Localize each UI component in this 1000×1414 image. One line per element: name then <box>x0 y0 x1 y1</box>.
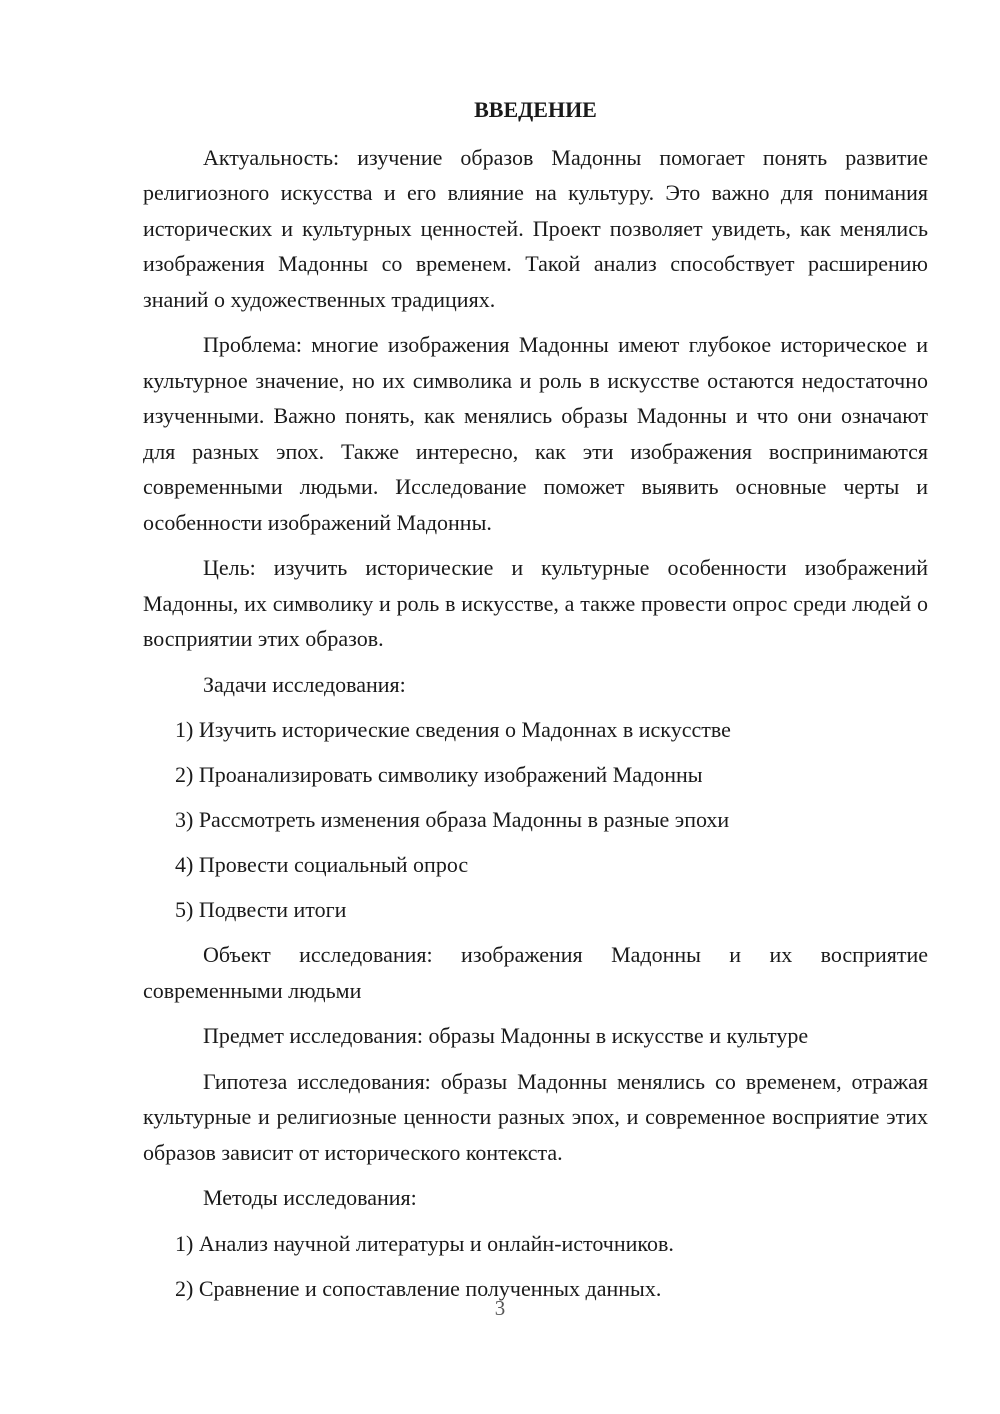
list-item: 3) Рассмотреть изменения образа Мадонны в разные эпохи <box>175 807 730 832</box>
methods-list <box>143 1226 928 1307</box>
subject-paragraph: Предмет исследования: образы Мадонны в искусстве и культуре <box>203 1023 809 1048</box>
page-title: ВВЕДЕНИЕ <box>474 97 597 122</box>
list-item: 1) Анализ научной литературы и онлайн-источников. <box>175 1230 674 1256</box>
list-item: 2) Проанализировать символику изображений Мадонны <box>175 762 703 787</box>
relevance-paragraph: Актуальность: изучение образов Мадонны помогает понять развитие религиозного искусства и его влияние на культуру. Это важно для понимания исторических и культурных ценностей. Проект позволяет увидеть, как менялись изображения Мадонны со временем. Такой анализ способствует расширению знаний о художественных традициях. <box>143 144 928 312</box>
list-item: 1) Изучить исторические сведения о Мадоннах в искусстве <box>175 717 731 742</box>
list-item: 4) Провести социальный опрос <box>175 852 469 877</box>
goal-paragraph: Цель: изучить исторические и культурные особенности изображений Мадонны, их символику и роль в искусстве, а также провести опрос среди людей о восприятии этих образов. <box>143 555 928 651</box>
tasks-heading: Задачи исследования: <box>203 671 406 697</box>
document-page <box>143 92 928 1316</box>
hypothesis-paragraph: Гипотеза исследования: образы Мадонны менялись со временем, отражая культурные и религиозные ценности разных эпох, и современное восприятие этих образов зависит от исторического контекста. <box>143 1068 928 1165</box>
page-number: 3 <box>494 1296 506 1320</box>
list-item: 5) Подвести итоги <box>175 897 347 922</box>
problem-paragraph: Проблема: многие изображения Мадонны имеют глубокое историческое и культурное значение, но их символика и роль в искусстве остаются недостаточно изученными. Важно понять, как менялись образы Мадонны и что они означают для разных эпох. Также интересно, как эти изображения воспринимаются современными людьми. Исследование поможет выявить основные черты и особенности изображений Мадонны. <box>143 332 928 535</box>
methods-heading: Методы исследования: <box>203 1185 417 1210</box>
list-item: 2) Сравнение и сопоставление полученных данных. <box>175 1275 662 1301</box>
object-paragraph: Объект исследования: изображения Мадонны и их восприятие современными людьми <box>143 942 928 1003</box>
tasks-list <box>143 712 928 928</box>
